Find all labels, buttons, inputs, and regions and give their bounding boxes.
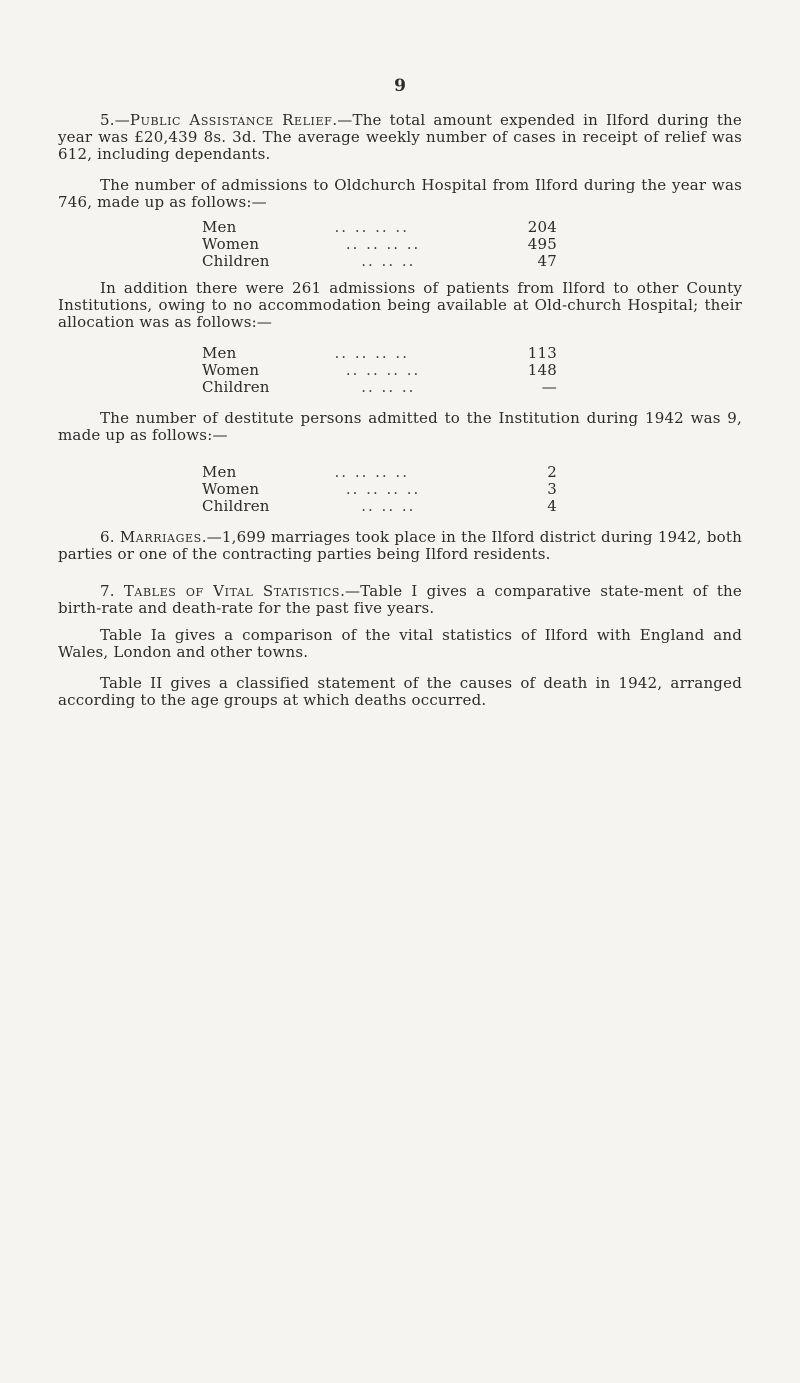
destitute-table bbox=[202, 464, 557, 515]
row-label: Men bbox=[202, 218, 237, 236]
section-6-separator: .— bbox=[201, 528, 222, 546]
row-value: — bbox=[541, 378, 557, 396]
table-row bbox=[202, 236, 557, 253]
table-1a-paragraph: Table Ia gives a comparison of the vital statistics of Ilford with England and Wales, London and other towns. bbox=[58, 626, 742, 661]
table-row bbox=[202, 379, 557, 396]
row-label: Women bbox=[202, 361, 260, 379]
oldchurch-intro: The number of admissions to Oldchurch Hospital from Ilford during the year was 746, made up as follows:— bbox=[58, 176, 742, 211]
row-value: 4 bbox=[547, 497, 557, 515]
row-label: Children bbox=[202, 497, 270, 515]
row-leader-dots: .. .. .. bbox=[361, 497, 416, 515]
other-institutions-intro: In addition there were 261 admissions of patients from Ilford to other County Institutions, owing to no accommodation being available at Old-church Hospital; their allocation was as follows:— bbox=[58, 279, 742, 331]
row-label: Children bbox=[202, 252, 270, 270]
row-value: 204 bbox=[527, 218, 557, 236]
row-label: Men bbox=[202, 344, 237, 362]
document-body bbox=[58, 112, 742, 709]
other-institutions-table bbox=[202, 345, 557, 396]
row-value: 113 bbox=[527, 344, 557, 362]
row-label: Children bbox=[202, 378, 270, 396]
row-leader-dots: .. .. .. .. bbox=[334, 463, 409, 481]
section-5-paragraph bbox=[58, 112, 742, 163]
section-7-text: Table I gives a comparative state-ment of the birth-rate and death-rate for the past five years. bbox=[58, 582, 742, 617]
row-leader-dots: .. .. .. bbox=[361, 252, 416, 270]
section-7-heading: Tables of Vital Statistics bbox=[123, 582, 341, 600]
oldchurch-admissions-table bbox=[202, 219, 557, 270]
table-row bbox=[202, 498, 557, 515]
section-6-paragraph bbox=[58, 529, 742, 563]
section-6-text: 1,699 marriages took place in the Ilford district during 1942, both parties or one of the contracting parties being Ilford residents. bbox=[58, 528, 742, 563]
section-7-paragraph bbox=[58, 583, 742, 617]
row-value: 2 bbox=[547, 463, 557, 481]
row-label: Men bbox=[202, 463, 237, 481]
destitute-intro: The number of destitute persons admitted to the Institution during 1942 was 9, made up as follows:— bbox=[58, 409, 742, 444]
row-value: 495 bbox=[527, 235, 557, 253]
row-leader-dots: .. .. .. .. bbox=[345, 480, 421, 498]
section-7-number: 7. bbox=[100, 582, 124, 600]
page-number: 9 bbox=[394, 76, 406, 96]
section-5-number: 5.— bbox=[100, 111, 130, 129]
section-6-number: 6. bbox=[100, 528, 120, 546]
table-row bbox=[202, 464, 557, 481]
table-2-paragraph: Table II gives a classified statement of the causes of death in 1942, arranged according to the age groups at which deaths occurred. bbox=[58, 674, 742, 709]
table-row bbox=[202, 219, 557, 236]
row-leader-dots: .. .. .. .. bbox=[345, 361, 421, 379]
section-6-heading: Marriages bbox=[119, 528, 202, 546]
table-row bbox=[202, 345, 557, 362]
table-row bbox=[202, 253, 557, 270]
section-5-heading: Public Assistance Relief bbox=[129, 111, 333, 129]
row-leader-dots: .. .. .. bbox=[361, 378, 416, 396]
row-label: Women bbox=[202, 480, 260, 498]
row-leader-dots: .. .. .. .. bbox=[334, 344, 409, 362]
row-leader-dots: .. .. .. .. bbox=[334, 218, 409, 236]
table-row bbox=[202, 481, 557, 498]
row-label: Women bbox=[202, 235, 260, 253]
row-value: 148 bbox=[527, 361, 557, 379]
section-5-separator: .— bbox=[332, 111, 353, 129]
row-leader-dots: .. .. .. .. bbox=[345, 235, 421, 253]
row-value: 47 bbox=[537, 252, 557, 270]
row-value: 3 bbox=[547, 480, 557, 498]
section-5-text: The total amount expended in Ilford during the year was £20,439 8s. 3d. The average weekly number of cases in receipt of relief was 612, including dependants. bbox=[58, 111, 742, 163]
table-row bbox=[202, 362, 557, 379]
section-7-separator: .— bbox=[340, 582, 361, 600]
